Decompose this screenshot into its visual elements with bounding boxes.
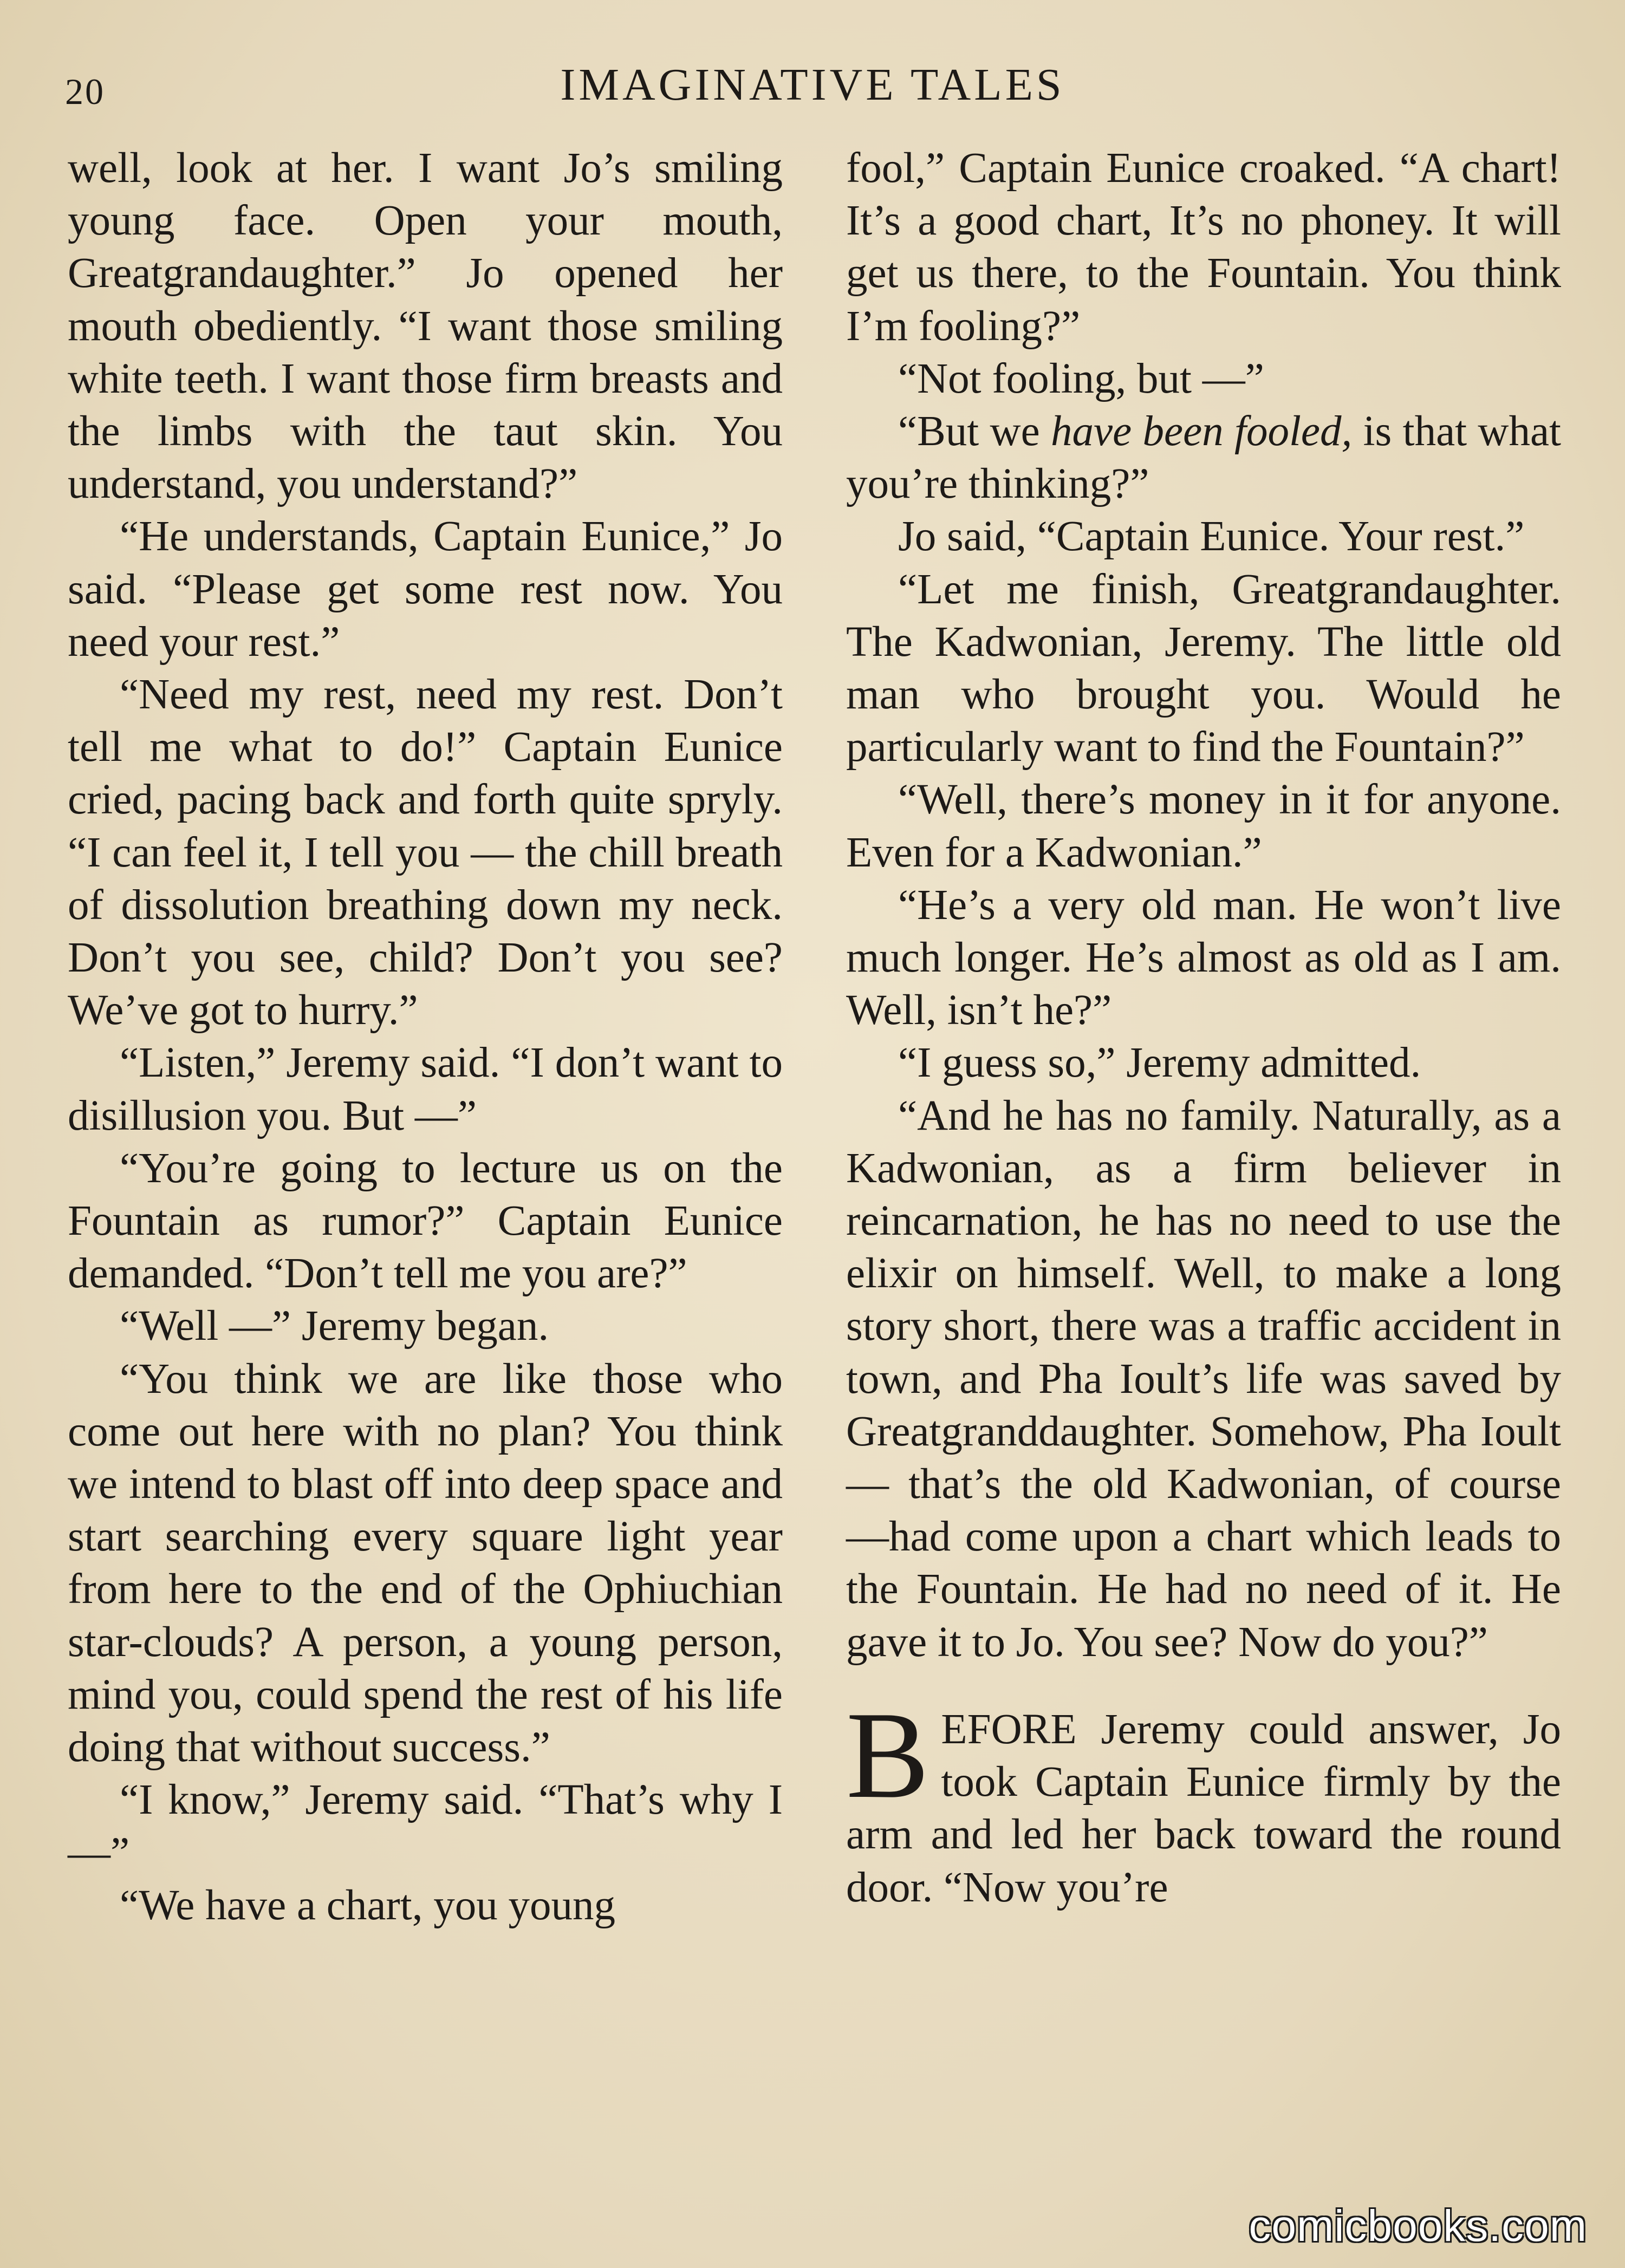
paragraph: well, look at her. I want Jo’s smiling young face. Open your mouth, Greatgrandaughter.” Jo opened her mouth obediently. “I want those smiling white teeth. I want those firm breasts and the limbs with the taut skin. You understand, you understand?” xyxy=(68,145,783,508)
drop-cap: B xyxy=(846,1685,929,1824)
paragraph: “And he has no family. Naturally, as a Kadwonian, as a firm believer in reincarnation, he has no need to use the elixir on himself. Well, to make a long story short, there was a traffic accident in town, and Pha Ioult’s life was saved by Greatgranddaughter. Somehow, Pha Ioult — that’s the old Kadwonian, of course —had come upon a chart which leads to the Fountain. He had no need of it. He gave it to Jo. You see? Now do you?” xyxy=(846,1092,1561,1666)
left-column xyxy=(68,142,783,1932)
paragraph: “But we have been fooled, is that what you’re thinking?” xyxy=(846,408,1562,508)
paragraph: “Not fooling, but —” xyxy=(898,355,1264,402)
paragraph: “Let me finish, Greatgrandaughter. The Kadwonian, Jeremy. The little old man who brought you. Would he particularly want to find the Fountain?” xyxy=(846,565,1561,771)
paragraph: Jo said, “Captain Eunice. Your rest.” xyxy=(898,513,1525,561)
paragraph: “Well —” Jeremy began. xyxy=(120,1302,549,1350)
paragraph: “I guess so,” Jeremy admitted. xyxy=(898,1039,1421,1087)
paragraph: “You think we are like those who come out here with no plan? You think we intend to blast off into deep space and start searching every square light year from here to the end of the Ophiuchian star-clouds? A person, a young person, mind you, could spend the rest of his life doing that without success.” xyxy=(68,1355,783,1771)
paragraph: “You’re going to lecture us on the Fountain as rumor?” Captain Eunice demanded. “Don’t tell me you are?” xyxy=(68,1144,783,1298)
site-watermark: comicbooks.com xyxy=(1249,2201,1587,2251)
paragraph: “He’s a very old man. He won’t live much longer. He’s almost as old as I am. Well, isn’t he?” xyxy=(846,881,1561,1034)
page-header xyxy=(65,58,1560,118)
paragraph: “Listen,” Jeremy said. “I don’t want to disillusion you. But —” xyxy=(68,1039,783,1139)
right-column xyxy=(846,142,1561,1914)
page-number: 20 xyxy=(65,71,105,112)
section-opening-paragraph xyxy=(846,1685,1561,1914)
paragraph: “He understands, Captain Eunice,” Jo said. “Please get some rest now. You need your rest.” xyxy=(68,513,783,666)
paragraph: “Need my rest, need my rest. Don’t tell me what to do!” Captain Eunice cried, pacing back and forth quite spryly. “I can feel it, I tell you — the chill breath of dissolution breathing down my neck. Don’t you see, child? Don’t you see? We’ve got to hurry.” xyxy=(68,671,783,1034)
magazine-title: IMAGINATIVE TALES xyxy=(560,60,1065,110)
paragraph: fool,” Captain Eunice croaked. “A chart! It’s a good chart, It’s no phoney. It will get us there, to the Fountain. You think I’m fooling?” xyxy=(846,145,1561,350)
paragraph: “Well, there’s money in it for anyone. Even for a Kadwonian.” xyxy=(846,776,1561,876)
paragraph: “We have a chart, you young xyxy=(120,1881,615,1929)
section-opening-text: EFORE Jeremy could answer, Jo took Captain Eunice firmly by the arm and led her back toward the round door. “Now you’re xyxy=(846,1705,1561,1911)
emphasis: have been fooled, xyxy=(1051,408,1353,455)
paragraph: “I know,” Jeremy said. “That’s why I —” xyxy=(68,1776,783,1876)
